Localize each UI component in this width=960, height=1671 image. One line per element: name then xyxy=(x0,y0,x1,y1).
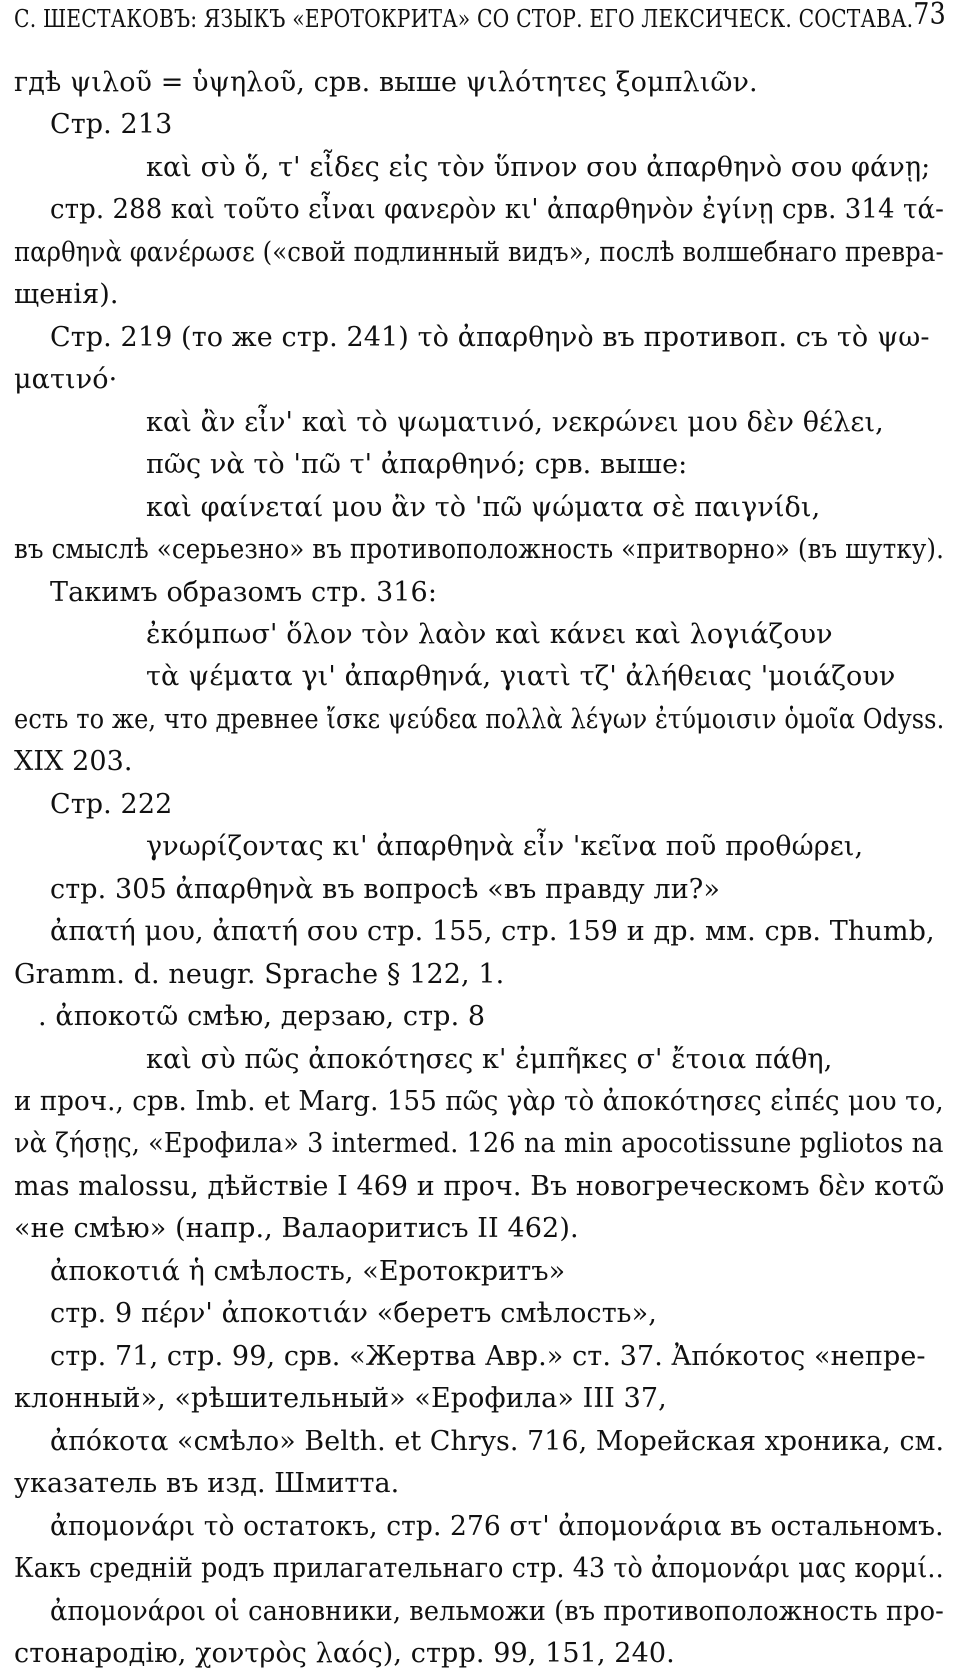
page-number: 73 xyxy=(913,0,946,32)
text-line: клонный», «рѣшительный» «Ерофила» III 37, xyxy=(14,1383,667,1414)
verse-line: καὶ φαίνεταί μου ἂν τὸ 'πῶ ψώματα σὲ παιγνίδι, xyxy=(146,492,821,523)
verse-line: γνωρίζοντας κι' ἀπαρθηνὰ εἶν 'κεῖνα ποῦ προθώρει, xyxy=(146,831,864,862)
verse-line: καὶ σὺ πῶς ἀποκότησες κ' ἐμπῆκες σ' ἔτοια πάθη, xyxy=(146,1044,833,1075)
text-line: XIX 203. xyxy=(14,746,133,777)
verse-line: τὰ ψέματα γι' ἀπαρθηνά, γιατὶ τζ' ἀλήθειας 'μοιάζουν xyxy=(146,661,896,692)
text-line: гдѣ ψιλοῦ = ὑψηλοῦ, срв. выше ψιλότητες ξομπλιῶν. xyxy=(14,67,758,98)
text-line: Какъ средній родъ прилагательнаго стр. 43 τὸ ἀπομονάρι μας κορμί.. xyxy=(14,1553,944,1584)
text-line: стр. 9 πέρν' ἀποκοτιάν «беретъ смѣлость», xyxy=(50,1298,657,1329)
text-line: ἀπόκοτα «смѣло» Belth. et Chrys. 716, Морейская хроника, см. xyxy=(50,1426,945,1457)
text-line: ματινό· xyxy=(14,364,118,395)
text-line: Стр. 213 xyxy=(50,109,173,140)
verse-line: πῶς νὰ τὸ 'πῶ τ' ἀπαρθηνό; срв. выше: xyxy=(146,449,688,480)
text-line: щенія). xyxy=(14,279,119,310)
text-line: есть то же, что древнее ἴσκε ψεύδεα πολλὰ λέγων ἐτύμοισιν ὁμοῖα Odyss. xyxy=(14,704,945,735)
text-line: . ἀποκοτῶ смѣю, дерзаю, стр. 8 xyxy=(38,1001,486,1032)
text-line: Gramm. d. neugr. Sprache § 122, 1. xyxy=(14,959,505,990)
text-line: Стр. 219 (то же стр. 241) τὸ ἀπαρθηνὸ въ противоп. съ τὸ ψω- xyxy=(50,322,930,353)
text-line: «не смѣю» (напр., Валаоритисъ II 462). xyxy=(14,1213,579,1244)
running-header xyxy=(14,0,946,36)
text-line: въ смыслѣ «серьезно» въ противоположность «притворно» (въ шутку). xyxy=(14,534,945,565)
text-line: mas malossu, дѣйствіе I 469 и проч. Въ новогреческомъ δὲν κοτῶ xyxy=(14,1171,945,1202)
verse-line: καὶ σὺ ὅ, τ' εἶδες εἰς τὸν ὕπνον σου ἀπαρθηνὸ σου φάνῃ; xyxy=(146,152,931,183)
text-line: Такимъ образомъ стр. 316: xyxy=(50,577,438,608)
text-line: стонародію, χοντρὸς λαός), стрр. 99, 151, 240. xyxy=(14,1638,675,1669)
text-line: указатель въ изд. Шмитта. xyxy=(14,1468,400,1499)
text-line: ἀπομονάροι οἱ сановники, вельможи (въ противоположность про- xyxy=(50,1596,944,1627)
verse-line: ἐκόμπωσ' ὅλον τὸν λαὸν καὶ κάνει καὶ λογιάζουν xyxy=(146,619,833,650)
text-line: стр. 288 καὶ τοῦτο εἶναι φανερὸν κι' ἀπαρθηνὸν ἐγίνῃ срв. 314 τά- xyxy=(50,194,945,225)
text-line: стр. 71, стр. 99, срв. «Жертва Авр.» ст. 37. Ἀπόκοτος «непре- xyxy=(50,1341,926,1372)
running-title: С. ШЕСТАКОВЪ: ЯЗЫКЪ «ЕРОТОКРИТА» СО СТОР. ЕГО ЛЕКСИЧЕСК. СОСТАВА. xyxy=(14,5,914,33)
text-line: νὰ ζήσῃς, «Ерофила» 3 intermed. 126 na min apocotissune pgliotos na xyxy=(14,1128,944,1159)
text-line: ἀπατή μου, ἀπατή σου стр. 155, стр. 159 и др. мм. срв. Thumb, xyxy=(50,916,935,947)
verse-line: καὶ ἂν εἶν' καὶ τὸ ψωματινό, νεκρώνει μου δὲν θέλει, xyxy=(146,407,884,438)
text-line: и проч., срв. Imb. et Marg. 155 πῶς γὰρ τὸ ἀποκότησες εἰπές μου το, xyxy=(14,1086,944,1117)
text-line: παρθηνὰ φανέρωσε («свой подлинный видъ», послѣ волшебнаго превра- xyxy=(14,237,944,268)
text-line: Стр. 222 xyxy=(50,789,173,820)
text-line: стр. 305 ἀπαρθηνὰ въ вопросѣ «въ правду ли?» xyxy=(50,874,720,905)
text-line: ἀποκοτιά ἡ смѣлость, «Еротокритъ» xyxy=(50,1256,566,1287)
text-line: ἀπομονάρι τὸ остатокъ, стр. 276 στ' ἀπομονάρια въ остальномъ. xyxy=(50,1511,944,1542)
